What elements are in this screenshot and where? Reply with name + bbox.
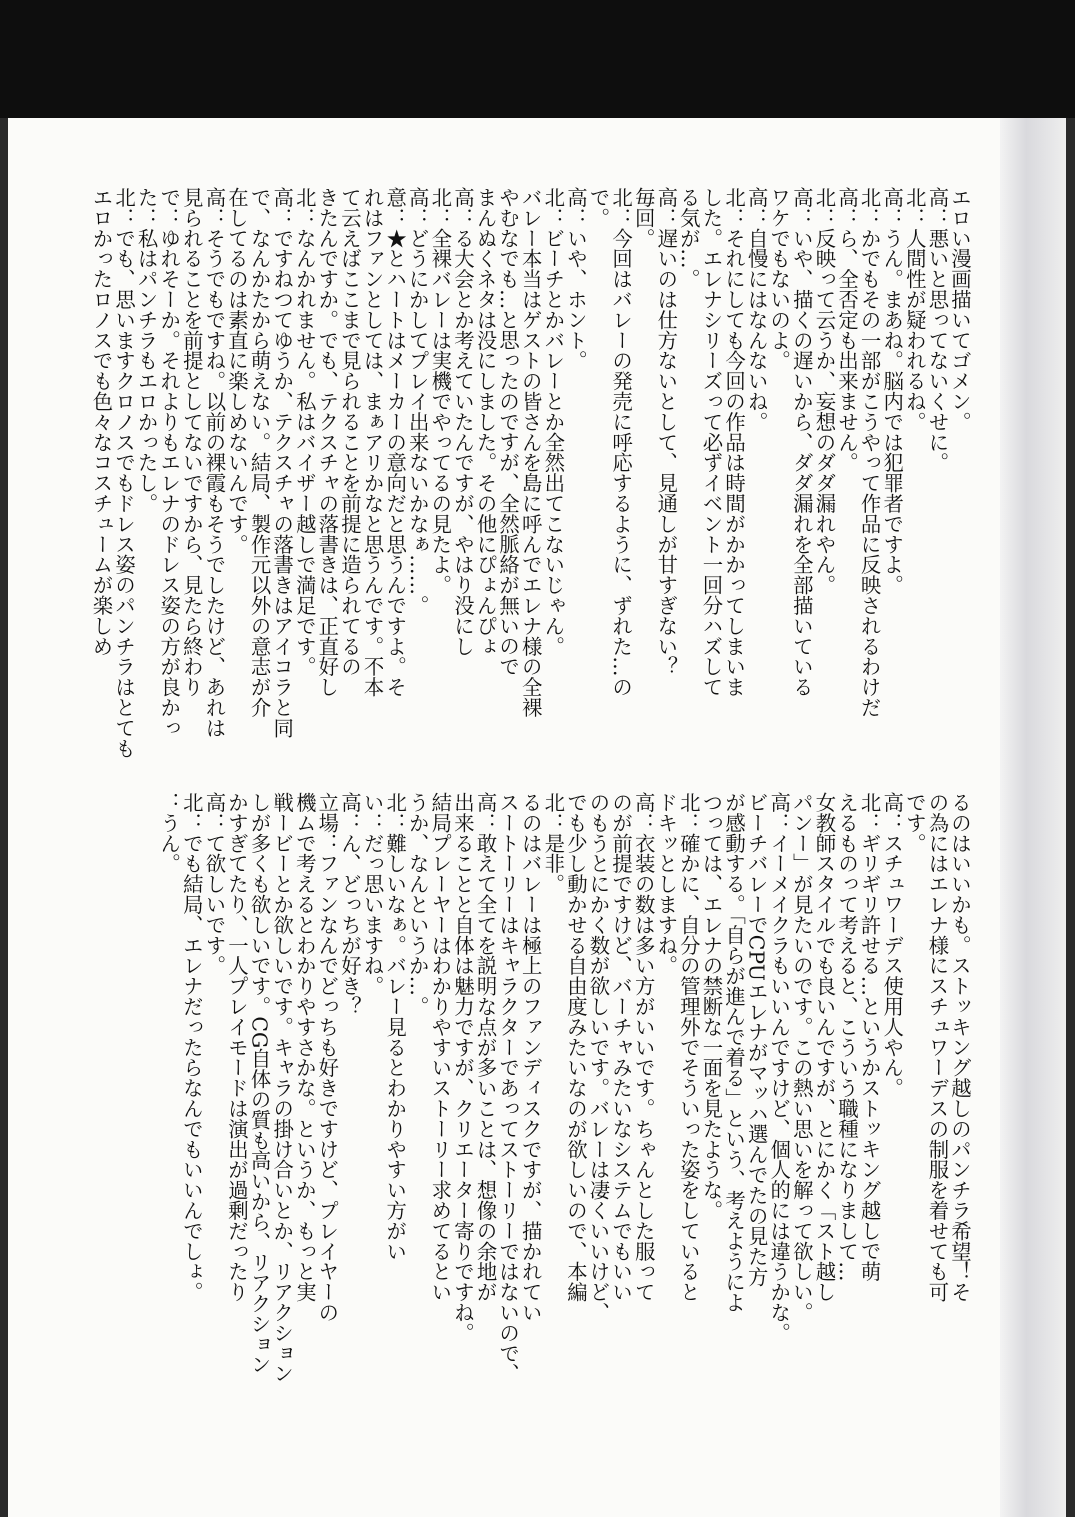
upper-line: まんぬくネタは没にしました。その他にぴょんぴょ [473,187,498,657]
lower-line: 北：ギリギリ許せる…というかストッキング越しで萌 [857,792,882,1282]
upper-line: る気が…。 [676,187,701,289]
upper-line: エロかったロノスでも色々なコスチュームが楽しめ [89,187,114,657]
lower-line: 北：でも結局、エレナだったらなんでもいいんでしょ。 [179,792,204,1302]
lower-line: でも少し動かせる自由度みたいなのが欲しいので、本編 [563,792,588,1302]
upper-line: た：私はパンチラもエロかったし。 [134,187,159,514]
upper-line: て云えばここまで見られることを前提に造られてるの [337,187,362,677]
upper-line: で：ゆれそーか。それよりもエレナのドレス姿の方が良かっ [157,187,182,738]
lower-line: 北：是非。 [541,792,566,894]
upper-line: 北：全裸バレーは実機でやってるの見たよ。 [428,187,453,595]
lower-line: 出来ることと自体は魅力ですが、クリエーター寄りですね。 [450,792,475,1343]
lower-line: かすぎてたり、一人プレイモードは演出が過剰だったり [225,792,249,1302]
lower-line: 立場：ファンなんでどっちも好きですけど、プレイヤーの [315,792,340,1323]
lower-line: 結局プレーヤーはわかりやすいストーリー求めてるとい [428,792,453,1302]
lower-line: えるものって考えると、こういう職種になりまして… [835,792,860,1282]
lower-line: が感動する。「自らが進んで着る」という、考えようによ [722,792,747,1313]
lower-line: のもうとにかく数が欲しいです。バレーは凄くいいけど、 [586,792,611,1323]
lower-line: 機ムで考えるとわかりやすさかな。というか、もっと実 [292,792,317,1302]
upper-line: エロい漫画描いてゴメン。 [948,187,972,432]
upper-line: 高：ですねつてゆうか、テクスチャの落書きはアイコラと同 [270,187,295,738]
upper-line: 高：自慢にはなんないね。 [744,187,769,432]
lower-text-block [157,792,972,1384]
lower-line: 高：て欲しいです。 [202,792,227,976]
upper-line: 北：ビーチとかバレーとか全然出てこないじゃん。 [541,187,566,657]
lower-line: 女教師スタイルでも良いんですが、とにかく「スト越し [812,792,837,1302]
lower-line: 高：イーメイクラもいいんですけど、個人的には違うかな。 [767,792,792,1343]
upper-line: 高：る大会とか考えていたんですが、やはり没にし [450,187,475,657]
upper-line: 高：いや、描くの遅いから、ダダ漏れを全部描いている [789,187,814,697]
lower-line: 高：ん、どっちが好き？ [337,792,362,1017]
lower-line: うか、なんというか…。 [405,792,430,1017]
upper-line: で。 [586,187,611,228]
page-edge-shadow [1000,118,1066,1517]
lower-line: つっては、エレナの禁断な一面を見たような。 [699,792,724,1221]
upper-line: 高：どうにかしてプレイ出来ないかなぁ……。 [405,187,430,616]
lower-line: 北：難しいなぁ。バレー見るとわかりやすい方がい [383,792,408,1262]
upper-line: ワケでもないのよ。 [767,187,792,371]
upper-line: 在してるのは素直に楽しめないんです。 [225,187,249,555]
lower-line: 高：スチュワーデス使用人やん。 [880,792,905,1098]
upper-line: 北：今回はバレーの発売に呼応するように、ずれた…の [609,187,634,697]
upper-line: 見られることを前提としてないですから、見たら終わり [179,187,204,697]
lower-line: ビーチバレーでCPUエレナがマッハ選んでたの見た方 [744,792,769,1287]
lower-line: 戦ービーとか欲しいです。キャラの掛け合いとか、リアクション [270,792,295,1384]
upper-line: 北：人間性が疑われるね。 [902,187,927,432]
lower-line: しが多くも欲しいです。CG自体の質も高いから、リアクション [247,792,272,1375]
upper-line: 高：そうでもですね。以前の裸霞もそうでしたけど、あれは [202,187,227,738]
upper-line: 北：反映って云うか、妄想のダダ漏れやん。 [812,187,837,595]
lower-line: ドキッとしますね。 [654,792,679,976]
lower-line: るのはいいかも。ストッキング越しのパンチラ希望！そ [948,792,972,1302]
upper-text-block [89,187,972,759]
upper-line: 北：かでもその一部がこうやって作品に反映されるわけだ [857,187,882,718]
upper-line: 高：ら、全否定も出来ません。 [835,187,860,473]
upper-line: した。エレナシリーズって必ずイベント一回分ハズして [699,187,724,697]
lower-line: パンー」が見たいのです。この熱い思いを解って欲しい。 [789,792,814,1323]
upper-line: 北：それにしても今回の作品は時間がかかってしまいま [722,187,747,697]
lower-line: るのはバレーは極上のファンディスクですが、描かれてい [518,792,543,1323]
lower-line: のが前提ですけど、バーチャみたいなシステムでもいい [609,792,634,1302]
upper-line: やむなでも…と思ったのですが、全然脈絡が無いので [496,187,521,677]
upper-line: 高：悪いと思ってないくせに。 [925,187,950,473]
lower-line: い：だっ思いますね。 [360,792,385,996]
upper-line: きたんですか。でも、テクスチャの落書きは、正直好し [315,187,340,697]
upper-line: 高：いや、ホント。 [563,187,588,371]
upper-line: バレー本当はゲストの皆さんを島に呼んでエレナ様の全裸 [518,187,543,718]
lower-line: 高：衣装の数は多い方がいいです。ちゃんとした服って [631,792,656,1302]
lower-line: の為にはエレナ様にスチュワーデスの制服を着せても可 [925,792,950,1302]
upper-line: れはファンとしては、まぁアリかなと思うんです。不本 [360,187,385,697]
lower-line: 高：敢えて全てを説明な点が多いことは、想像の余地が [473,792,498,1302]
upper-line: 意：★とハートはメーカーの意向だと思うんですよ。そ [383,187,408,697]
upper-line: 高：遅いのは仕方ないとして、見通しが甘すぎない？ [654,187,679,677]
upper-line: 北：なんかれません。私はバイザー越しで満足です。 [292,187,317,677]
upper-line: で、なんかたから萌えない。結局、製作元以外の意志が介 [247,187,272,718]
lower-line: 北：確かに、自分の管理外でそういった姿をしていると [676,792,701,1302]
lower-line: ：うん。 [157,792,182,874]
lower-line: スートーリーはキャラクターであってストーリーではないので、 [496,792,521,1384]
upper-line: 北：でも、思いますクロノスでもドレス姿のパンチラはとても [112,187,137,759]
lower-line: です。 [902,792,927,854]
upper-line: 毎回。 [631,187,656,249]
upper-line: 高：うん。まあね。脳内では犯罪者ですよ。 [880,187,905,595]
